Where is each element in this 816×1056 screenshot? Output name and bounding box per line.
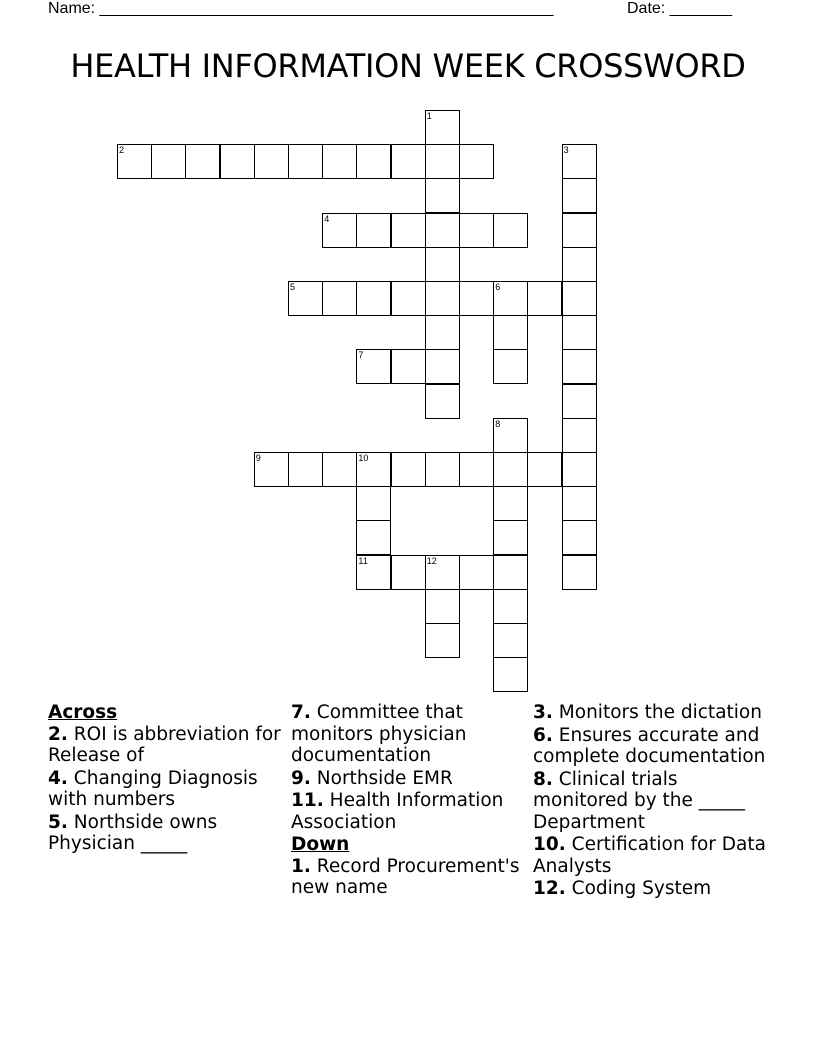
page-title: HEALTH INFORMATION WEEK CROSSWORD [70,47,746,85]
date-field[interactable]: Date: _______ [627,0,732,17]
crossword-cell[interactable] [493,623,528,658]
crossword-cell[interactable] [425,384,460,419]
crossword-cell[interactable] [391,555,426,590]
clue-across-7: 7. Committee that monitors physician documentation [291,702,467,766]
crossword-cell[interactable] [288,452,323,487]
name-field[interactable]: Name: ___________________________________________________ [48,0,554,17]
crossword-cell[interactable] [562,247,597,282]
crossword-cell[interactable] [562,452,597,487]
crossword-cell[interactable] [220,144,255,179]
crossword-cell[interactable] [493,418,528,453]
cell-number: 1 [426,111,432,121]
crossword-cell[interactable] [356,144,391,179]
clue-down-8: 8. Clinical trials monitored by the _____ Department [533,768,746,833]
crossword-cell[interactable] [459,452,494,487]
crossword-cell[interactable] [562,213,597,248]
crossword-cell[interactable] [322,281,357,316]
crossword-cell[interactable] [493,452,528,487]
clue-down-3: 3. Monitors the dictation [533,702,762,723]
crossword-cell[interactable] [425,247,460,282]
crossword-cell[interactable] [562,281,597,316]
crossword-cell[interactable] [322,213,357,248]
clue-down-10: 10. Certification for Data Analysts [533,834,766,877]
crossword-cell[interactable] [493,589,528,624]
crossword-cell[interactable] [254,452,289,487]
crossword-cell[interactable] [493,520,528,555]
clue-across-11: 11. Health Information Association [291,790,504,833]
clue-column-1 [48,702,286,856]
crossword-cell[interactable] [493,657,528,692]
crossword-cell[interactable] [322,452,357,487]
crossword-cell[interactable] [288,281,323,316]
crossword-cell[interactable] [562,555,597,590]
cell-number: 2 [119,145,125,156]
crossword-cell[interactable] [185,144,220,179]
crossword-cell[interactable] [288,144,323,179]
crossword-cell[interactable] [356,555,391,590]
crossword-cell[interactable] [425,315,460,350]
crossword-cell[interactable] [562,520,597,555]
cell-number: 10 [358,453,369,463]
crossword-cell[interactable] [493,486,528,521]
crossword-cell[interactable] [425,281,460,316]
down-heading: Down [291,834,350,855]
crossword-cell[interactable] [425,555,460,590]
cell-number: 9 [255,453,261,463]
crossword-cell[interactable] [391,281,426,316]
crossword-cell[interactable] [356,486,391,521]
crossword-cell[interactable] [356,213,391,248]
crossword-cell[interactable] [459,281,494,316]
crossword-cell[interactable] [493,555,528,590]
crossword-cell[interactable] [425,213,460,248]
crossword-cell[interactable] [459,213,494,248]
cell-number: 8 [495,418,501,429]
crossword-cell[interactable] [391,452,426,487]
crossword-cell[interactable] [356,520,391,555]
cell-number: 3 [563,145,569,156]
crossword-cell[interactable] [356,349,391,384]
cell-number: 12 [426,555,437,566]
crossword-cell[interactable] [493,213,528,248]
clue-down-1: 1. Record Procurement's new name [291,855,520,898]
crossword-cell[interactable] [425,623,460,658]
crossword-cell[interactable] [493,281,528,316]
crossword-cell[interactable] [493,315,528,350]
crossword-cell[interactable] [493,349,528,384]
cell-number: 5 [290,282,296,292]
crossword-cell[interactable] [356,281,391,316]
crossword-cell[interactable] [527,452,562,487]
crossword-cell[interactable] [391,144,426,179]
crossword-cell[interactable] [322,144,357,179]
crossword-cell[interactable] [562,384,597,419]
crossword-cell[interactable] [562,349,597,384]
crossword-cell[interactable] [391,349,426,384]
crossword-cell[interactable] [562,178,597,213]
clue-across-5: 5. Northside owns Physician _____ [48,811,218,854]
crossword-cell[interactable] [254,144,289,179]
crossword-cell[interactable] [562,315,597,350]
cell-number: 7 [358,350,364,361]
crossword-cell[interactable] [459,144,494,179]
crossword-cell[interactable] [425,452,460,487]
crossword-cell[interactable] [425,110,460,145]
crossword-cell[interactable] [117,144,152,179]
crossword-cell[interactable] [425,589,460,624]
crossword-cell[interactable] [151,144,186,179]
clue-across-4: 4. Changing Diagnosis with numbers [48,767,258,810]
crossword-cell[interactable] [562,418,597,453]
crossword-cell[interactable] [356,452,391,487]
cell-number: 11 [358,555,368,566]
crossword-cell[interactable] [562,486,597,521]
clue-column-2 [291,702,529,900]
crossword-cell[interactable] [562,144,597,179]
clue-across-9: 9. Northside EMR [291,767,453,789]
across-heading: Across [48,702,118,723]
crossword-cell[interactable] [459,555,494,590]
crossword-cell[interactable] [425,349,460,384]
clue-down-6: 6. Ensures accurate and complete documentation [533,724,766,767]
clue-column-3 [533,702,771,901]
cell-number: 4 [324,213,330,224]
crossword-cell[interactable] [425,144,460,179]
clue-down-12: 12. Coding System [533,878,712,899]
crossword-cell[interactable] [527,281,562,316]
crossword-cell[interactable] [425,178,460,213]
clue-across-2: 2. ROI is abbreviation for Release of [48,723,281,766]
crossword-cell[interactable] [391,213,426,248]
cell-number: 6 [495,282,501,292]
